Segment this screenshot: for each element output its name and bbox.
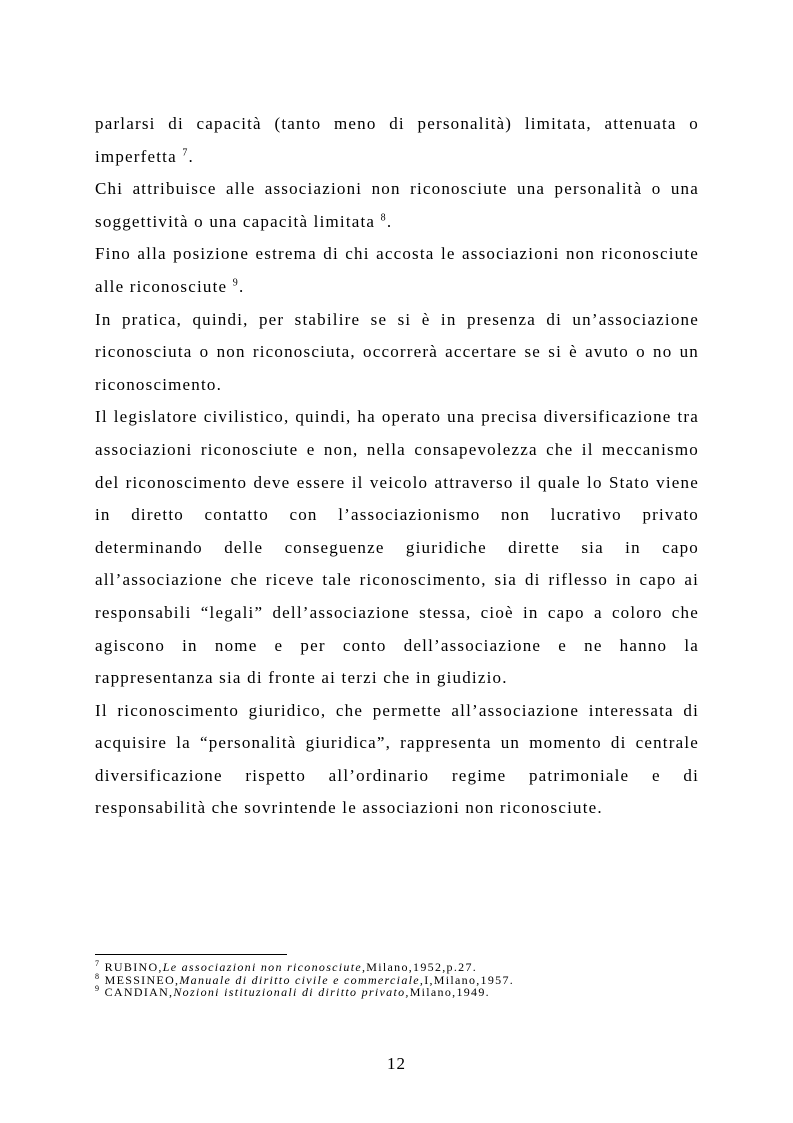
paragraph-5: Il legislatore civilistico, quindi, ha operato una precisa diversificazione tra associazioni riconosciute e non, nella consapevolezza che il meccanismo del riconoscimento deve essere il veicolo attraverso il quale lo Stato viene in diretto contatto con l’associazionismo non lucrativo privato determinando delle conseguenze giuridiche dirette sia in capo all’associazione che riceve tale riconoscimento, sia di riflesso in capo ai responsabili “legali” dell’associazione stessa, cioè in capo a coloro che agiscono in nome e per conto dell’associazione e ne hanno la rappresentanza sia di fronte ai terzi che in giudizio. [95,407,699,688]
footnotes [95,954,699,999]
footnote-ref-8[interactable]: 8 [380,212,387,224]
footnote-8: $^8$ MESSINEO,Manuale di diritto civile e commerciale,I,Milano,1957. [95,971,515,987]
paragraph-2: Chi attribuisce alle associazioni non riconosciute una personalità o una soggettività o una capacità limitata $^8$. [95,179,699,231]
footnote-ref-7[interactable]: 7 [182,146,189,158]
paragraph-3: Fino alla posizione estrema di chi accosta le associazioni non riconosciute alle riconosciute $^9$. [95,244,699,296]
paragraph-1: parlarsi di capacità (tanto meno di personalità) limitata, attenuata o imperfetta $^7$. [95,114,699,166]
footnote-ref-9[interactable]: 9 [232,277,239,289]
page-number: 12 [387,1054,406,1073]
body-text [95,108,699,825]
footnote-separator [95,954,287,955]
paragraph-4: In pratica, quindi, per stabilire se si è in presenza di un’associazione riconosciuta o non riconosciuta, occorrerà accertare se si è avuto o no un riconoscimento. [95,309,699,394]
footnote-7: $^7$ RUBINO,Le associazioni non riconosciute,Milano,1952,p.27. [95,959,478,974]
paragraph-6: Il riconoscimento giuridico, che permette all’associazione interessata di acquisire la “personalità giuridica”, rappresenta un momento di centrale diversificazione rispetto all’ordinario regime patrimoniale e di responsabilità che sovrintende le associazioni non riconosciute. [95,700,699,818]
footnote-9: $^9$ CANDIAN,Nozioni istituzionali di diritto privato,Milano,1949. [95,984,490,999]
